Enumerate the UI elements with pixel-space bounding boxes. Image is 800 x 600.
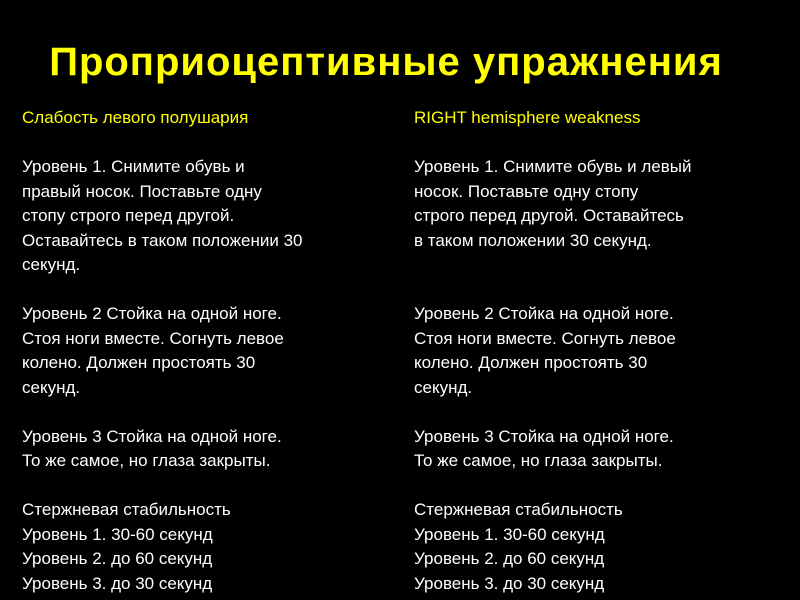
left-heading: Слабость левого полушария	[22, 108, 249, 127]
right-level2	[414, 302, 784, 400]
right-heading: RIGHT hemisphere weakness	[414, 108, 641, 127]
left-level2-line: секунд.	[22, 377, 81, 397]
left-level1-line: Уровень 1. Снимите обувь и	[22, 157, 245, 176]
right-level3-line: То же самое, но глаза закрыты.	[414, 451, 663, 470]
right-level3-line: Уровень 3 Стойка на одной ноге.	[414, 426, 674, 446]
right-level1-line: строго перед другой. Оставайтесь	[414, 206, 684, 225]
slide-title: Проприоцептивные упражнения	[49, 40, 723, 84]
right-level2-line: Стоя ноги вместе. Согнуть левое	[414, 328, 676, 348]
left-column	[22, 106, 394, 596]
right-level1	[414, 155, 784, 253]
left-core-line: Стержневая стабильность	[22, 500, 231, 519]
left-level1	[22, 155, 394, 278]
right-level1-line: Уровень 1. Снимите обувь и левый	[414, 157, 692, 176]
left-level2-line: Уровень 2 Стойка на одной ноге.	[22, 304, 282, 323]
right-core-stability	[414, 498, 784, 596]
right-core-line: Уровень 2. до 60 секунд	[414, 549, 605, 568]
right-core-line: Уровень 1. 30-60 секунд	[414, 524, 605, 544]
left-level1-line: Оставайтесь в таком положении 30	[22, 230, 303, 250]
right-level1-line: в таком положении 30 секунд.	[414, 230, 652, 250]
left-core-line: Уровень 3. до 30 секунд	[22, 573, 213, 593]
right-level3	[414, 425, 784, 474]
right-level2-line: секунд.	[414, 377, 473, 397]
right-level2-line: колено. Должен простоять 30	[414, 353, 648, 372]
left-level2	[22, 302, 394, 400]
left-level3-line: Уровень 3 Стойка на одной ноге.	[22, 426, 282, 446]
left-level3-line: То же самое, но глаза закрыты.	[22, 451, 271, 470]
left-level2-line: колено. Должен простоять 30	[22, 353, 256, 372]
left-level1-line: стопу строго перед другой.	[22, 206, 235, 225]
left-core-line: Уровень 2. до 60 секунд	[22, 549, 213, 568]
right-level1-line: носок. Поставьте одну стопу	[414, 181, 639, 201]
left-level3	[22, 425, 394, 474]
left-core-stability	[22, 498, 394, 596]
left-core-line: Уровень 1. 30-60 секунд	[22, 524, 213, 544]
left-level1-line: правый носок. Поставьте одну	[22, 181, 262, 201]
right-column	[414, 106, 784, 596]
right-level2-line: Уровень 2 Стойка на одной ноге.	[414, 304, 674, 323]
left-level1-line: секунд.	[22, 255, 81, 274]
left-level2-line: Стоя ноги вместе. Согнуть левое	[22, 328, 284, 348]
right-core-line: Стержневая стабильность	[414, 500, 623, 519]
right-core-line: Уровень 3. до 30 секунд	[414, 573, 605, 593]
